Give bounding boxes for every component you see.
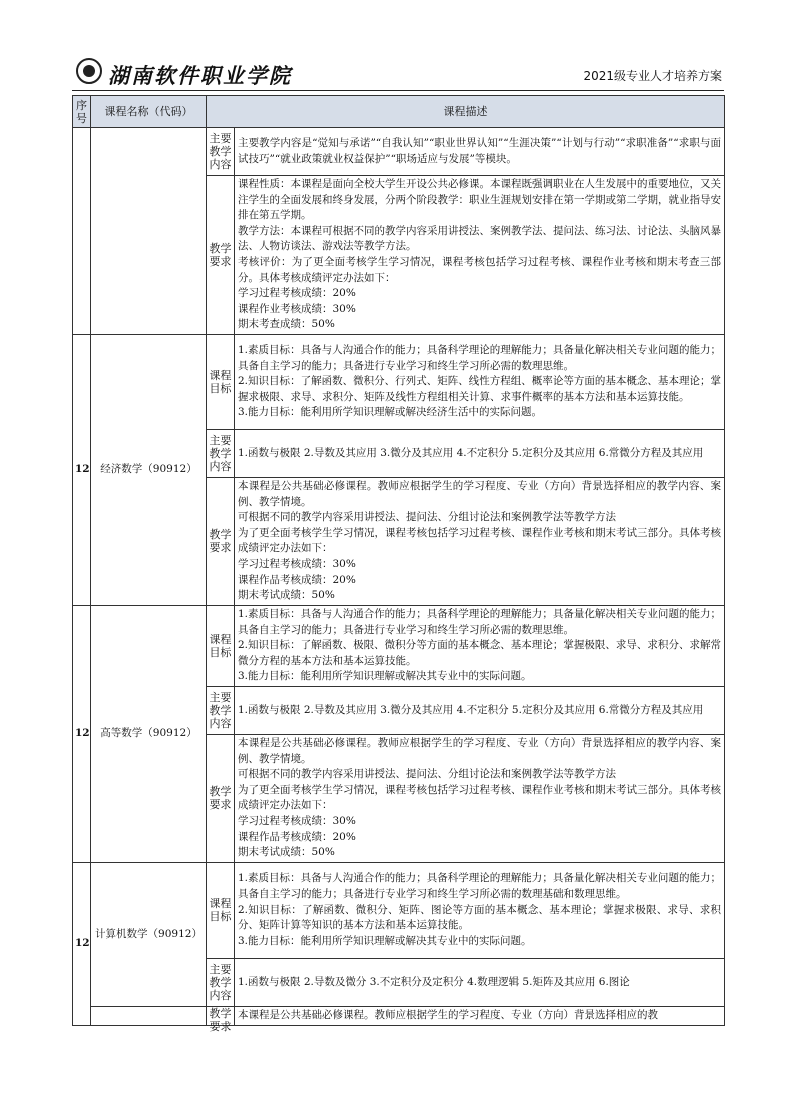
course-name: 计算机数学（90912）	[91, 862, 207, 1006]
table-row	[73, 128, 725, 176]
school-logo-icon	[76, 58, 102, 84]
col-header-desc: 课程描述	[207, 96, 725, 128]
label-goal: 课程目标	[207, 862, 235, 958]
label-goal: 课程目标	[207, 334, 235, 429]
course-table	[72, 95, 725, 1033]
course-no: 12	[73, 334, 91, 605]
plan-title: 2021级专业人才培养方案	[583, 69, 722, 83]
goal-line: 1.素质目标：具备与人沟通合作的能力；具备科学理论的理解能力；具备量化解决相关专业问题的能力；具备自主学习的能力；具备进行专业学习和终生学习所必需的数理基础和数理思维。	[238, 872, 721, 901]
req-line: 本课程是公共基础必修课程。教师应根据学生的学习程度、专业（方向）背景选择相应的教学内容、案例、教学情境。	[238, 480, 721, 508]
goal-line: 1.素质目标：具备与人沟通合作的能力；具备科学理论的理解能力；具备量化解决相关专业问题的能力；具备自主学习的能力；具备进行专业学习和终生学习所必需的数理思维。	[238, 607, 721, 636]
goal-text	[235, 862, 725, 958]
req-line: 可根据不同的教学内容采用讲授法、提问法、分组讨论法和案例教学法等教学方法	[238, 511, 616, 524]
course-no: 12	[73, 605, 91, 862]
req-text	[235, 477, 725, 605]
req-line: 可根据不同的教学内容采用讲授法、提问法、分组讨论法和案例教学法等教学方法	[238, 768, 616, 781]
content-text: 1.函数与极限 2.导数及其应用 3.微分及其应用 4.不定积分 5.定积分及其应用 6.常微分方程及其应用	[235, 686, 725, 734]
req-line: 为了更全面考核学生学习情况，课程考核包括学习过程考核、课程作业考核和期末考试三部分。具体考核成绩评定办法如下：	[238, 783, 721, 812]
req-line: 学习过程考核成绩：30%	[238, 558, 356, 571]
goal-text	[235, 334, 725, 429]
course-name: 高等数学（90912）	[91, 605, 207, 862]
content-text: 1.函数与极限 2.导数及微分 3.不定积分及定积分 4.数理逻辑 5.矩阵及其应用 6.图论	[235, 958, 725, 1006]
table-header-row	[73, 96, 725, 128]
req-line: 为了更全面考核学生学习情况，课程考核包括学习过程考核、课程作业考核和期末考试三部分。具体考核成绩评定办法如下：	[238, 526, 721, 555]
content-text: 主要教学内容是“觉知与承诺”“自我认知”“职业世界认知”“生涯决策”“计划与行动”“求职准备”“求职与面试技巧”“就业政策就业权益保护”“职场适应与发展”等模块。	[235, 128, 725, 176]
req-line: 课程作业考核成绩：30%	[238, 302, 356, 315]
label-content: 主要教学内容	[207, 128, 235, 176]
req-line: 学习过程考核成绩：20%	[238, 287, 356, 300]
goal-line: 3.能力目标：能利用所学知识理解或解决经济生活中的实际问题。	[238, 406, 543, 419]
goal-line: 3.能力目标：能利用所学知识理解或解决其专业中的实际问题。	[238, 934, 532, 947]
cell-name	[91, 128, 207, 335]
req-line: 课程作品考核成绩：20%	[238, 573, 356, 586]
label-req: 教学要求	[207, 1006, 235, 1025]
table-row	[73, 334, 725, 429]
table-row	[73, 1006, 725, 1025]
req-line: 期末考试成绩：50%	[238, 589, 335, 602]
course-no: 12	[73, 862, 91, 1025]
goal-line: 2.知识目标：了解函数、微积分、矩阵、图论等方面的基本概念、基本理论；掌握求极限、求导、求积分、矩阵计算等知识的基本方法和基本运算技能。	[238, 903, 721, 932]
label-goal: 课程目标	[207, 605, 235, 686]
label-req: 教学要求	[207, 477, 235, 605]
school-name: 湖南软件职业学院	[108, 63, 292, 88]
course-name: 经济数学（90912）	[91, 334, 207, 605]
label-req: 教学要求	[207, 734, 235, 862]
req-line: 期末考查成绩：50%	[238, 318, 335, 331]
label-content: 主要教学内容	[207, 429, 235, 477]
goal-line: 3.能力目标：能利用所学知识理解或解决其专业中的实际问题。	[238, 670, 532, 683]
req-line: 考核评价：为了更全面考核学生学习情况，课程考核包括学习过程考核、课程作业考核和期末考查三部分。具体考核成绩评定办法如下：	[238, 255, 721, 284]
label-content: 主要教学内容	[207, 958, 235, 1006]
label-content: 主要教学内容	[207, 686, 235, 734]
req-line: 课程作品考核成绩：20%	[238, 830, 356, 843]
req-text	[235, 176, 725, 335]
page-header	[72, 56, 724, 91]
req-text	[235, 734, 725, 862]
table-row	[73, 862, 725, 958]
req-line: 课程性质：本课程是面向全校大学生开设公共必修课。本课程既强调职业在人生发展中的重要地位，又关注学生的全面发展和终身发展，分两个阶段教学：职业生涯规划安排在第一学期或第二学期，就业指导安排在第五学期。	[238, 178, 721, 222]
goal-line: 2.知识目标：了解函数、微积分、行列式、矩阵、线性方程组、概率论等方面的基本概念、基本理论；掌握求极限、求导、求积分、矩阵及线性方程组相关计算、求事件概率的基本方法和基本运算技能。	[238, 375, 721, 403]
req-line: 期末考试成绩：50%	[238, 846, 335, 859]
goal-line: 2.知识目标：了解函数、极限、微积分等方面的基本概念、基本理论；掌握极限、求导、求积分、求解常微分方程的基本方法和基本运算技能。	[238, 639, 721, 667]
col-header-no: 序号	[73, 96, 91, 128]
req-text: 本课程是公共基础必修课程。教师应根据学生的学习程度、专业（方向）背景选择相应的教	[235, 1006, 725, 1025]
goal-line: 1.素质目标：具备与人沟通合作的能力；具备科学理论的理解能力；具备量化解决相关专业问题的能力；具备自主学习的能力；具备进行专业学习和终生学习所必需的数理思维。	[238, 343, 721, 372]
cell-name	[91, 1006, 207, 1025]
req-line: 教学方法：本课程可根据不同的教学内容采用讲授法、案例教学法、提问法、练习法、讨论法、头脑风暴法、人物访谈法、游戏法等教学方法。	[238, 224, 721, 253]
req-line: 学习过程考核成绩：30%	[238, 815, 356, 827]
table-row	[73, 605, 725, 686]
content-text: 1.函数与极限 2.导数及其应用 3.微分及其应用 4.不定积分 5.定积分及其应用 6.常微分方程及其应用	[235, 429, 725, 477]
label-req: 教学要求	[207, 176, 235, 335]
req-line: 本课程是公共基础必修课程。教师应根据学生的学习程度、专业（方向）背景选择相应的教学内容、案例、教学情境。	[238, 737, 721, 765]
cell-no	[73, 128, 91, 335]
goal-text	[235, 605, 725, 686]
col-header-name: 课程名称（代码）	[91, 96, 207, 128]
